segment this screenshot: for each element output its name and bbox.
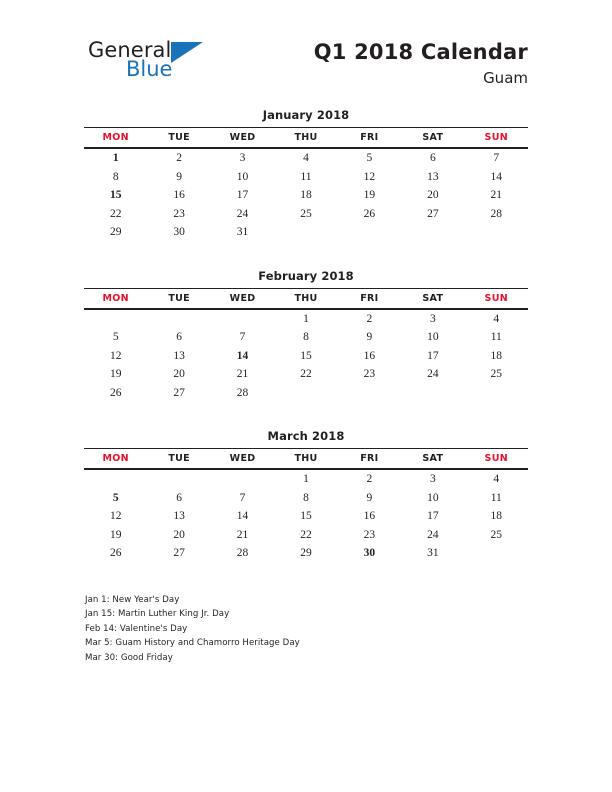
day-cell: 21 <box>490 189 503 202</box>
week-row <box>84 148 528 168</box>
weekday-header-sun: SUN <box>484 292 508 304</box>
logo-text-blue: Blue <box>126 57 173 81</box>
day-cell: 17 <box>236 189 249 202</box>
day-cell: 7 <box>239 331 246 344</box>
day-cell: 13 <box>173 510 185 523</box>
day-cell: 26 <box>109 547 122 560</box>
day-cell: 2 <box>176 152 182 165</box>
weekday-header-mon: MON <box>102 132 129 143</box>
day-cell: 23 <box>363 528 376 541</box>
day-cell: 25 <box>490 528 503 541</box>
week-row <box>84 168 528 187</box>
day-cell-empty <box>465 223 528 242</box>
weekday-header-wed: WED <box>229 292 256 304</box>
day-cell: 22 <box>109 207 122 220</box>
day-cell: 25 <box>490 368 503 381</box>
day-cell: 14 <box>490 170 503 183</box>
day-cell: 24 <box>236 207 249 220</box>
day-cell: 15 <box>300 510 312 523</box>
day-cell-holiday: 5 <box>112 491 119 504</box>
day-cell-empty <box>465 544 528 563</box>
day-cell: 11 <box>490 331 502 344</box>
day-cell: 17 <box>427 510 439 523</box>
page-subtitle-region: Guam <box>483 69 528 88</box>
day-cell: 9 <box>176 170 182 183</box>
day-cell: 17 <box>427 349 439 362</box>
weekday-header-fri: FRI <box>360 453 379 464</box>
day-cell: 29 <box>300 547 312 560</box>
weekday-header-sat: SAT <box>422 292 444 304</box>
week-row <box>84 186 528 205</box>
holiday-entry: Feb 14: Valentine's Day <box>85 623 188 634</box>
day-cell-empty <box>274 384 337 403</box>
day-cell: 6 <box>176 331 182 344</box>
week-row <box>84 223 528 242</box>
week-row <box>84 489 528 508</box>
day-cell: 26 <box>363 207 376 220</box>
day-cell: 16 <box>363 510 376 523</box>
month-title: March 2018 <box>267 429 345 443</box>
day-cell-empty <box>147 309 210 329</box>
day-cell: 26 <box>109 386 122 399</box>
weekday-header-thu: THU <box>294 292 318 304</box>
week-row <box>84 469 528 489</box>
day-cell: 10 <box>427 331 439 344</box>
week-row <box>84 507 528 526</box>
day-cell: 9 <box>366 491 373 504</box>
week-row <box>84 309 528 329</box>
week-row <box>84 328 528 347</box>
day-cell: 19 <box>109 368 122 381</box>
weekday-header-row <box>84 128 528 149</box>
day-cell: 18 <box>490 349 503 362</box>
day-cell: 11 <box>490 491 502 504</box>
weekday-header-fri: FRI <box>360 292 379 304</box>
day-cell-holiday: 30 <box>363 547 376 560</box>
day-cell: 27 <box>173 547 185 560</box>
day-cell: 20 <box>427 189 439 202</box>
day-cell: 11 <box>300 170 312 183</box>
month-block <box>84 429 528 563</box>
day-cell: 1 <box>303 473 309 486</box>
day-cell: 2 <box>366 312 373 325</box>
day-cell: 28 <box>490 207 503 220</box>
day-cell: 12 <box>363 170 376 183</box>
day-cell-empty <box>338 384 401 403</box>
weekday-header-tue: TUE <box>168 292 190 304</box>
holiday-entry: Mar 30: Good Friday <box>85 652 173 663</box>
day-cell: 5 <box>112 331 119 344</box>
generalblue-logo <box>88 40 288 90</box>
day-cell: 31 <box>236 226 249 239</box>
day-cell: 23 <box>363 368 376 381</box>
day-cell: 21 <box>236 368 249 381</box>
day-cell-holiday: 1 <box>112 152 119 165</box>
weekday-header-mon: MON <box>102 453 129 464</box>
day-cell: 10 <box>236 170 249 183</box>
day-cell: 8 <box>112 170 119 183</box>
day-cell: 27 <box>173 386 185 399</box>
day-cell: 21 <box>236 528 249 541</box>
day-cell: 31 <box>427 547 439 560</box>
day-cell: 8 <box>303 491 309 504</box>
page-header <box>84 0 528 88</box>
holiday-entry: Jan 15: Martin Luther King Jr. Day <box>85 609 230 620</box>
month-list <box>84 108 528 563</box>
day-cell: 3 <box>429 312 436 325</box>
month-block <box>84 108 528 242</box>
day-cell: 25 <box>300 207 312 220</box>
weekday-header-sat: SAT <box>422 132 444 143</box>
week-row <box>84 526 528 545</box>
day-cell: 24 <box>427 368 439 381</box>
day-cell: 22 <box>300 368 312 381</box>
weekday-header-row <box>84 288 528 309</box>
weekday-header-sun: SUN <box>484 132 508 143</box>
day-cell-empty <box>401 223 464 242</box>
logo-text-general: General <box>88 38 172 62</box>
holiday-legend <box>84 593 528 666</box>
day-cell: 28 <box>236 386 249 399</box>
day-cell: 13 <box>173 349 185 362</box>
day-cell: 7 <box>239 491 246 504</box>
month-grid <box>84 288 528 403</box>
day-cell: 22 <box>300 528 312 541</box>
weekday-header-wed: WED <box>229 132 256 143</box>
holiday-entry: Mar 5: Guam History and Chamorro Heritage Day <box>85 638 300 649</box>
day-cell: 28 <box>236 547 249 560</box>
week-row <box>84 384 528 403</box>
day-cell: 20 <box>173 528 185 541</box>
week-row <box>84 347 528 366</box>
week-row <box>84 365 528 384</box>
day-cell: 7 <box>493 152 500 165</box>
day-cell: 3 <box>239 152 246 165</box>
weekday-header-sat: SAT <box>422 453 444 464</box>
day-cell-holiday: 14 <box>236 349 249 362</box>
day-cell: 9 <box>366 331 373 344</box>
day-cell: 12 <box>109 349 122 362</box>
day-cell: 24 <box>427 528 439 541</box>
day-cell: 15 <box>300 349 312 362</box>
day-cell-empty <box>401 384 464 403</box>
day-cell: 16 <box>363 349 376 362</box>
weekday-header-thu: THU <box>294 132 318 143</box>
day-cell: 14 <box>236 510 249 523</box>
day-cell: 6 <box>176 491 182 504</box>
day-cell-empty <box>147 469 210 489</box>
day-cell: 16 <box>173 189 185 202</box>
day-cell-empty <box>274 223 337 242</box>
day-cell-empty <box>211 469 274 489</box>
day-cell-empty <box>84 469 147 489</box>
day-cell: 1 <box>303 312 309 325</box>
holiday-entry: Jan 1: New Year's Day <box>85 594 180 605</box>
month-block <box>84 269 528 403</box>
day-cell-empty <box>465 384 528 403</box>
day-cell-empty <box>338 223 401 242</box>
month-grid <box>84 127 528 242</box>
day-cell: 19 <box>363 189 376 202</box>
weekday-header-mon: MON <box>102 292 129 304</box>
weekday-header-thu: THU <box>294 453 318 464</box>
day-cell: 23 <box>173 207 185 220</box>
day-cell: 3 <box>429 473 436 486</box>
day-cell-empty <box>84 309 147 329</box>
day-cell: 19 <box>109 528 122 541</box>
weekday-header-fri: FRI <box>360 132 379 143</box>
day-cell: 2 <box>366 473 373 486</box>
day-cell: 29 <box>109 226 122 239</box>
weekday-header-tue: TUE <box>168 132 190 143</box>
week-row <box>84 544 528 563</box>
day-cell-holiday: 15 <box>109 189 122 202</box>
day-cell: 8 <box>303 331 309 344</box>
weekday-header-sun: SUN <box>484 453 508 464</box>
day-cell: 20 <box>173 368 185 381</box>
day-cell: 27 <box>427 207 439 220</box>
day-cell: 4 <box>493 312 500 325</box>
month-title: January 2018 <box>262 108 350 122</box>
day-cell: 5 <box>366 152 373 165</box>
day-cell-empty <box>211 309 274 329</box>
day-cell: 18 <box>490 510 503 523</box>
day-cell: 4 <box>493 473 500 486</box>
title-block <box>314 40 528 87</box>
page-title: Q1 2018 Calendar <box>313 40 528 64</box>
day-cell: 12 <box>109 510 122 523</box>
month-title: February 2018 <box>258 268 354 283</box>
day-cell: 6 <box>429 152 436 165</box>
blue-triangle-flag-icon <box>171 42 203 63</box>
day-cell: 18 <box>300 189 312 202</box>
day-cell: 13 <box>427 170 439 183</box>
month-grid <box>84 448 528 563</box>
day-cell: 30 <box>173 226 185 239</box>
weekday-header-wed: WED <box>229 453 256 464</box>
week-row <box>84 205 528 224</box>
weekday-header-row <box>84 449 528 470</box>
weekday-header-tue: TUE <box>168 453 190 464</box>
day-cell: 10 <box>427 491 439 504</box>
day-cell: 4 <box>303 152 309 165</box>
